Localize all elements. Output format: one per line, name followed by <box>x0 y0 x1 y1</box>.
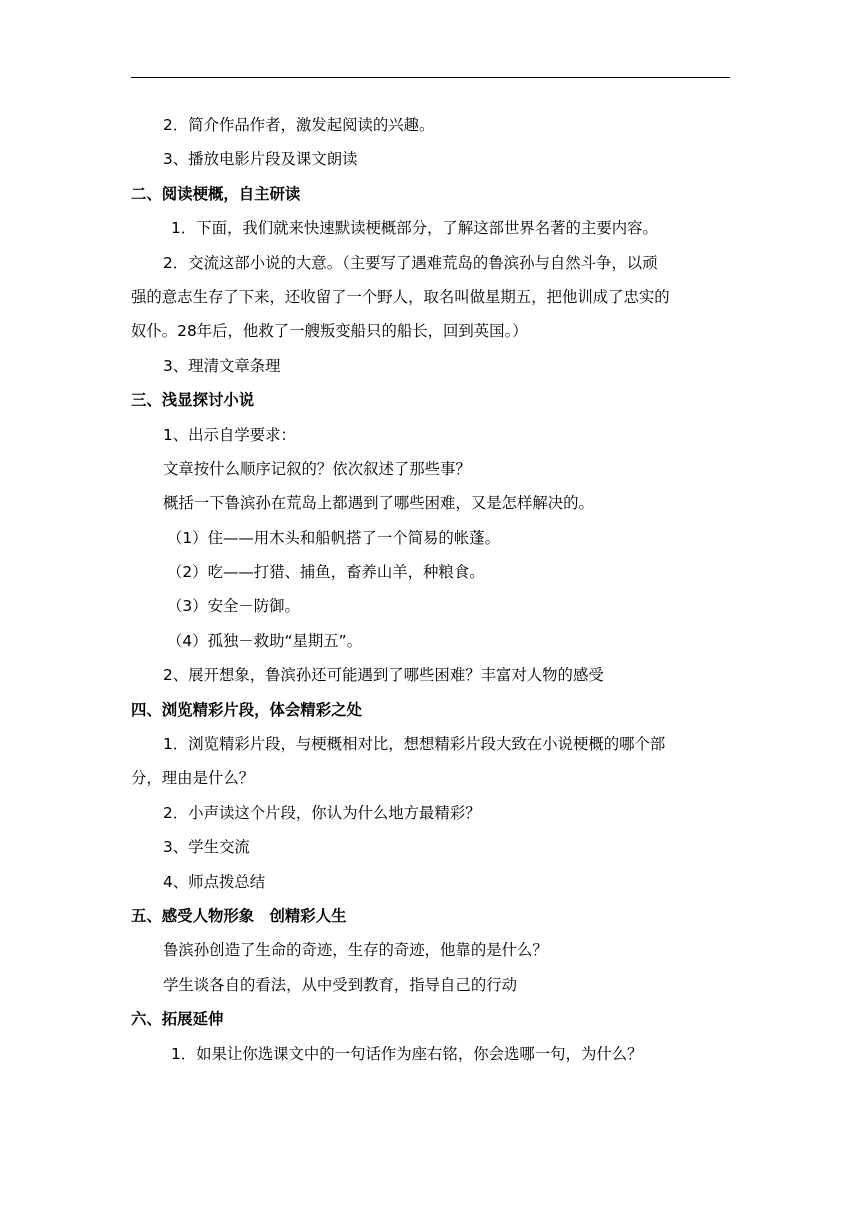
list-item: （2）吃——打猎、捕鱼，畜养山羊，种粮食。 <box>167 563 485 582</box>
text-line: 1．如果让你选课文中的一句话作为座右铭，你会选哪一句，为什么？ <box>171 1044 643 1063</box>
text-line: 3、理清文章条理 <box>163 356 281 375</box>
section-heading: 三、浅显探讨小说 <box>131 391 255 410</box>
section-heading: 六、拓展延伸 <box>131 1010 224 1029</box>
text-line: 2．简介作品作者，激发起阅读的兴趣。 <box>163 116 435 134</box>
text-line: 分，理由是什么？ <box>131 769 255 788</box>
text-line: 1．下面，我们就来快速默读梗概部分，了解这部世界名著的主要内容。 <box>171 219 658 238</box>
header-rule <box>131 77 730 78</box>
text-line: 奴仆。28年后，他救了一艘叛变船只的船长，回到英国。） <box>131 322 528 341</box>
text-line: 2、展开想象，鲁滨孙还可能遇到了哪些困难？丰富对人物的感受 <box>163 666 604 685</box>
text-line: 学生谈各自的看法，从中受到教育，指导自己的行动 <box>163 975 517 994</box>
text-line: 文章按什么顺序记叙的？依次叙述了那些事？ <box>163 459 471 478</box>
section-heading: 二、阅读梗概，自主研读 <box>131 184 301 203</box>
section-heading: 五、感受人物形象 创精彩人生 <box>131 906 347 925</box>
text-line: 3、播放电影片段及课文朗读 <box>163 150 358 169</box>
text-line: 1．浏览精彩片段，与梗概相对比，想想精彩片段大致在小说梗概的哪个部 <box>163 735 666 754</box>
text-line: 概括一下鲁滨孙在荒岛上都遇到了哪些困难，又是怎样解决的。 <box>163 494 594 513</box>
list-item: （1）住——用木头和船帆搭了一个简易的帐蓬。 <box>167 528 500 547</box>
text-line: 鲁滨孙创造了生命的奇迹，生存的奇迹，他靠的是什么？ <box>163 941 548 960</box>
text-line: 3、学生交流 <box>163 838 250 857</box>
text-line: 1、出示自学要求： <box>163 425 296 444</box>
list-item: （4）孤独－救助“星期五”。 <box>167 631 363 650</box>
text-line: 4、师点拨总结 <box>163 872 266 891</box>
text-line: 强的意志生存了下来，还收留了一个野人，取名叫做星期五，把他训成了忠实的 <box>131 287 670 306</box>
text-line: 2．交流这部小说的大意。（主要写了遇难荒岛的鲁滨孙与自然斗争，以顽 <box>163 253 658 272</box>
section-heading: 四、浏览精彩片段，体会精彩之处 <box>131 700 362 719</box>
document-body <box>131 108 730 1071</box>
list-item: （3）安全－防御。 <box>167 597 300 616</box>
text-line: 2．小声读这个片段，你认为什么地方最精彩？ <box>163 803 481 822</box>
